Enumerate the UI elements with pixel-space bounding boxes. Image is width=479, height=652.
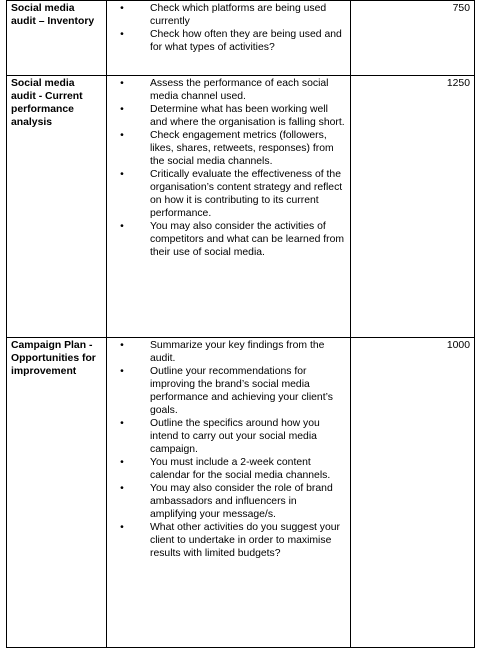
requirements-cell: [107, 1, 351, 76]
bullet-icon: •: [120, 29, 124, 40]
requirements-cell: [107, 338, 351, 648]
bullet-list: [111, 77, 346, 259]
section-heading: Campaign Plan - Opportunities for improvement: [7, 338, 107, 648]
bullet-icon: •: [120, 78, 124, 89]
list-item: • Determine what has been working well and where the organisation is falling short.: [111, 103, 346, 129]
bullet-list: [111, 2, 346, 54]
table-row: [7, 1, 475, 76]
list-item: • You may also consider the role of brand ambassadors and influencers in amplifying your message/s.: [111, 482, 346, 521]
word-count: 750: [351, 1, 475, 76]
list-item: • What other activities do you suggest your client to undertake in order to maximise results with limited budgets?: [111, 521, 346, 560]
list-item: • Summarize your key findings from the audit.: [111, 339, 346, 365]
table-row: [7, 76, 475, 338]
word-count: 1000: [351, 338, 475, 648]
section-heading: Social media audit – Inventory: [7, 1, 107, 76]
bullet-icon: •: [120, 3, 124, 14]
list-item: • Critically evaluate the effectiveness of the organisation’s content strategy and reflect on how it is contributing to its current performance.: [111, 168, 346, 220]
requirements-cell: [107, 76, 351, 338]
bullet-icon: •: [120, 340, 124, 351]
bullet-list: [111, 339, 346, 560]
list-item: • You must include a 2-week content calendar for the social media channels.: [111, 456, 346, 482]
list-item: • Check which platforms are being used currently: [111, 2, 346, 28]
bullet-icon: •: [120, 522, 124, 533]
bullet-icon: •: [120, 366, 124, 377]
list-item: • Check engagement metrics (followers, likes, shares, retweets, responses) from the social media channels.: [111, 129, 346, 168]
bullet-icon: •: [120, 457, 124, 468]
list-item: • Outline your recommendations for improving the brand’s social media performance and achieving your client’s goals.: [111, 365, 346, 417]
section-heading: Social media audit - Current performance analysis: [7, 76, 107, 338]
list-item: • Outline the specifics around how you intend to carry out your social media campaign.: [111, 417, 346, 456]
list-item: • You may also consider the activities of competitors and what can be learned from their use of social media.: [111, 220, 346, 259]
bullet-icon: •: [120, 418, 124, 429]
word-count: 1250: [351, 76, 475, 338]
bullet-icon: •: [120, 483, 124, 494]
table-row: [7, 338, 475, 648]
bullet-icon: •: [120, 169, 124, 180]
list-item: • Assess the performance of each social media channel used.: [111, 77, 346, 103]
bullet-icon: •: [120, 221, 124, 232]
bullet-icon: •: [120, 130, 124, 141]
bullet-icon: •: [120, 104, 124, 115]
list-item: • Check how often they are being used and for what types of activities?: [111, 28, 346, 54]
assignment-table: [6, 0, 475, 648]
